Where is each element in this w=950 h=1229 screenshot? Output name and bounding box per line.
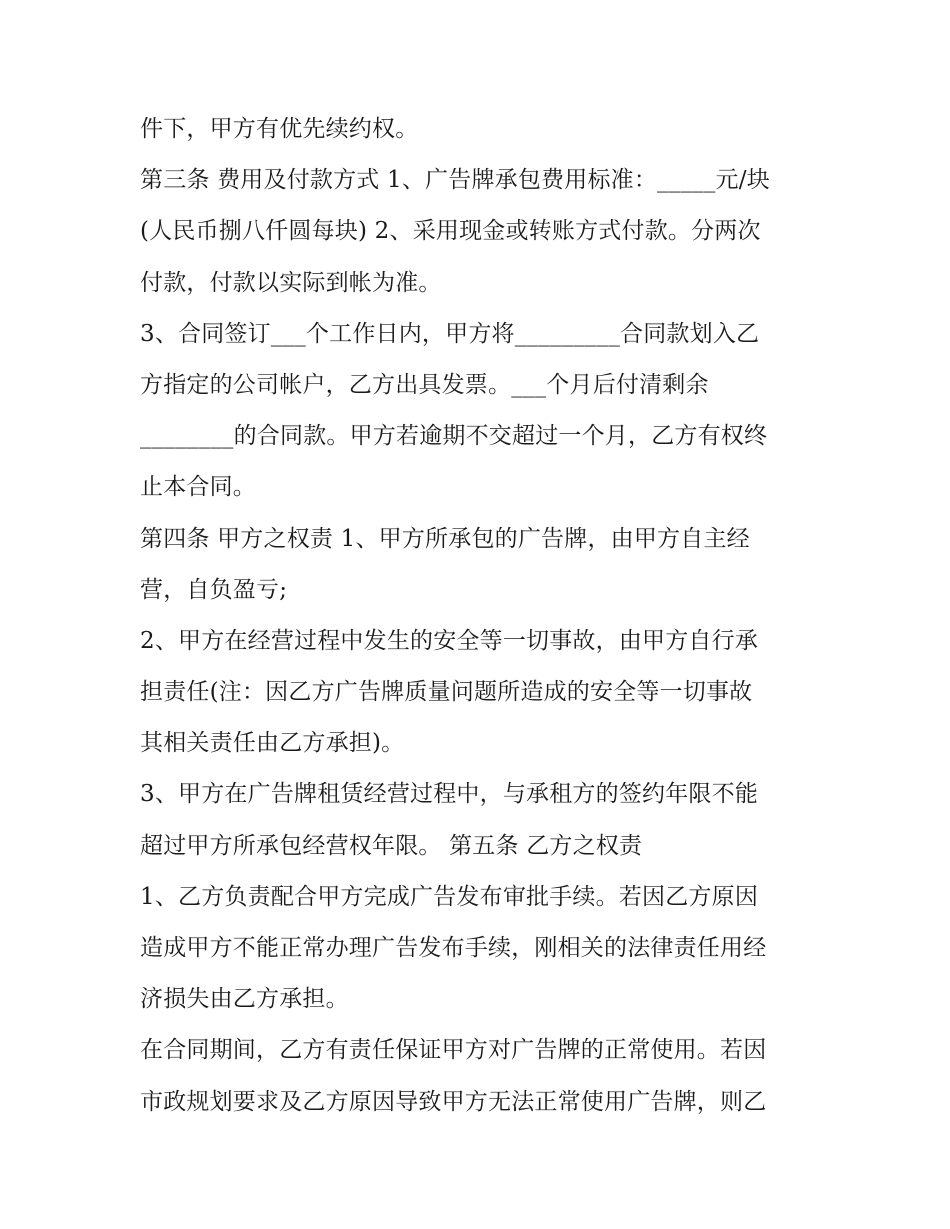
text-line: 第三条 费用及付款方式 1、广告牌承包费用标准：_____元/块	[140, 167, 770, 194]
text-line: 超过甲方所承包经营权年限。 第五条 乙方之权责	[140, 832, 643, 859]
document-body	[140, 104, 820, 1128]
text-line: 止本合同。	[140, 474, 256, 501]
text-line: 2、甲方在经营过程中发生的安全等一切事故，由甲方自行承	[140, 627, 759, 654]
text-line: ________的合同款。甲方若逾期不交超过一个月，乙方有权终	[140, 423, 768, 450]
text-line: (人民币捌八仟圆每块) 2、采用现金或转账方式付款。分两次	[140, 218, 761, 245]
text-line: 1、乙方负责配合甲方完成广告发布审批手续。若因乙方原因	[140, 883, 759, 910]
text-line: 付款，付款以实际到帐为准。	[140, 269, 442, 296]
text-line: 担责任(注：因乙方广告牌质量问题所造成的安全等一切事故	[140, 679, 753, 706]
text-line: 第四条 甲方之权责 1、甲方所承包的广告牌，由甲方自主经	[140, 525, 750, 552]
text-line: 济损失由乙方承担。	[140, 986, 349, 1013]
text-line: 营，自负盈亏;	[140, 576, 288, 603]
text-line: 市政规划要求及乙方原因导致甲方无法正常使用广告牌，则乙	[140, 1088, 767, 1115]
text-line: 方指定的公司帐户，乙方出具发票。___个月后付清剩余	[140, 371, 709, 398]
text-line: 在合同期间，乙方有责任保证甲方对广告牌的正常使用。若因	[140, 1037, 767, 1064]
text-line: 件下，甲方有优先续约权。	[140, 116, 419, 142]
text-line: 3、甲方在广告牌租赁经营过程中，与承租方的签约年限不能	[140, 781, 759, 808]
text-line: 3、合同签订___个工作日内，甲方将_________合同款划入乙	[140, 320, 760, 347]
text-line: 造成甲方不能正常办理广告发布手续，刚相关的法律责任用经	[140, 935, 767, 961]
text-line: 其相关责任由乙方承担)。	[140, 730, 405, 757]
